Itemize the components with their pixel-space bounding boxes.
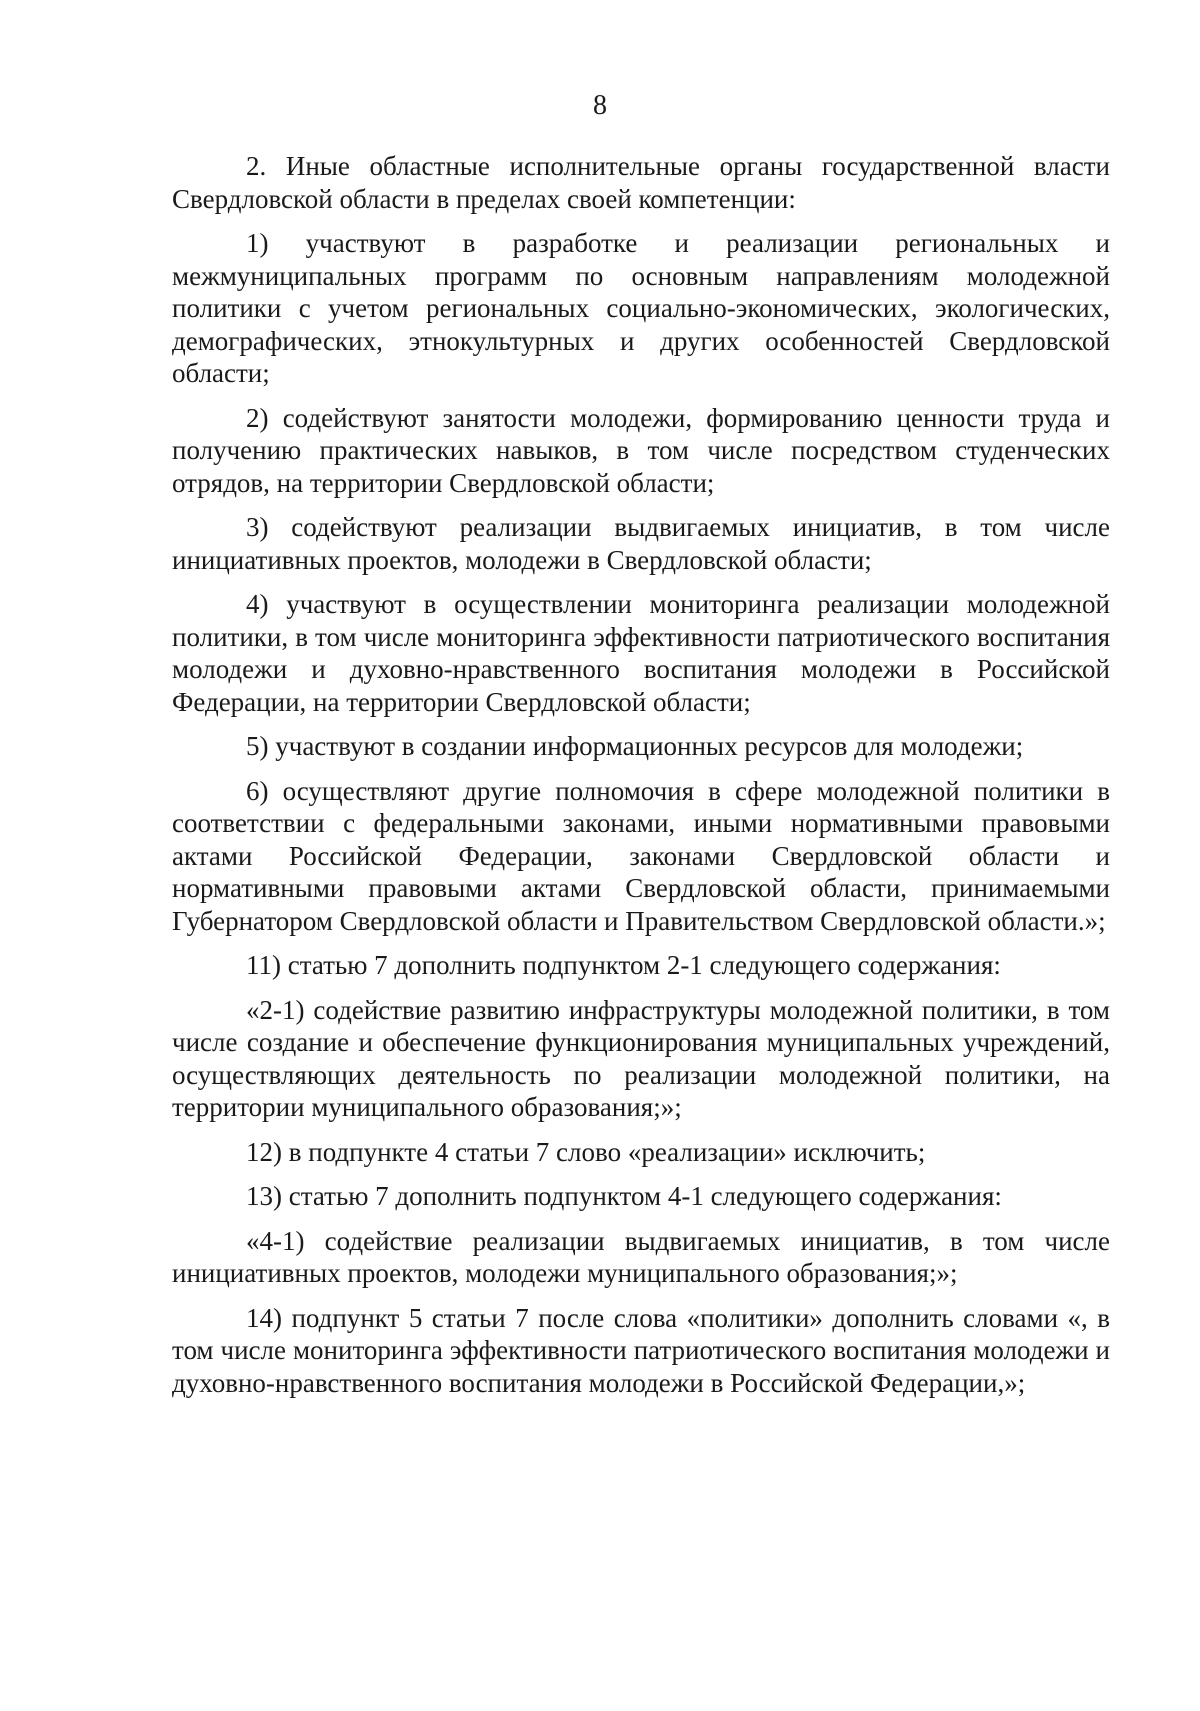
- paragraph-item-5: 5) участвуют в создании информационных ресурсов для молодежи;: [246, 731, 1024, 761]
- paragraph-subitem-4-1: «4-1) содействие реализации выдвигаемых инициатив, в том числе инициативных проектов, молодежи муниципального образования;»;: [172, 1225, 1110, 1288]
- page-number: 8: [593, 90, 607, 121]
- paragraph-item-3: 3) содействуют реализации выдвигаемых инициатив, в том числе инициативных проектов, молодежи в Свердловской области;: [172, 512, 1110, 575]
- paragraph-amendment-13: 13) статью 7 дополнить подпунктом 4-1 следующего содержания:: [246, 1181, 1002, 1211]
- paragraph-amendment-14: 14) подпункт 5 статьи 7 после слова «политики» дополнить словами «, в том числе мониторинга эффективности патриотического воспитания молодежи и духовно-нравственного воспитания молодежи в Российской Федерации,»;: [172, 1302, 1110, 1398]
- paragraph-item-2: 2) содействуют занятости молодежи, формированию ценности труда и получению практических навыков, в том числе посредством студенческих отрядов, на территории Свердловской области;: [172, 402, 1110, 498]
- paragraph-item-1: 1) участвуют в разработке и реализации региональных и межмуниципальных программ по основным направлениям молодежной политики с учетом региональных социально-экономических, экологических, демографических, этнокультурных и других особенностей Свердловской области;: [172, 228, 1110, 388]
- paragraph-item-4: 4) участвуют в осуществлении мониторинга реализации молодежной политики, в том числе мониторинга эффективности патриотического воспитания молодежи и духовно-нравственного воспитания молодежи в Российской Федерации, на территории Свердловской области;: [172, 589, 1110, 717]
- paragraph-item-6: 6) осуществляют другие полномочия в сфере молодежной политики в соответствии с федеральными законами, иными нормативными правовыми актами Российской Федерации, законами Свердловской области и нормативными правовыми актами Свердловской области, принимаемыми Губернатором Свердловской области и Правительством Свердловской области.»;: [172, 775, 1110, 936]
- paragraph-amendment-11: 11) статью 7 дополнить подпунктом 2-1 следующего содержания:: [246, 950, 1001, 980]
- document-body: [172, 150, 1110, 1411]
- paragraph-amendment-12: 12) в подпункте 4 статьи 7 слово «реализации» исключить;: [246, 1136, 926, 1167]
- paragraph-clause-2: 2. Иные областные исполнительные органы государственной власти Свердловской области в пределах своей компетенции:: [172, 151, 1110, 214]
- paragraph-subitem-2-1: «2-1) содействие развитию инфраструктуры молодежной политики, в том числе создание и обеспечение функционирования муниципальных учреждений, осуществляющих деятельность по реализации молодежной политики, на территории муниципального образования;»;: [172, 994, 1110, 1122]
